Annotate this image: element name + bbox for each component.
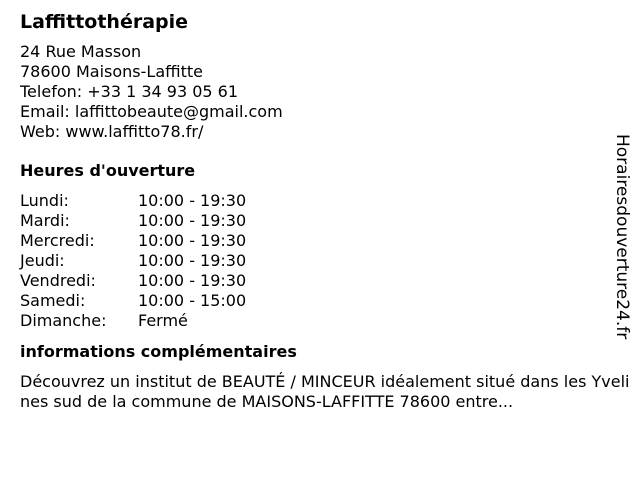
hours-row-wednesday <box>20 231 632 251</box>
hours-time: Fermé <box>138 311 188 330</box>
hours-row-thursday <box>20 251 632 271</box>
hours-day: Dimanche: <box>20 311 107 330</box>
opening-hours-heading: Heures d'ouverture <box>20 161 196 180</box>
hours-time: 10:00 - 19:30 <box>138 231 247 250</box>
phone-line: Telefon: +33 1 34 93 05 61 <box>20 82 239 101</box>
additional-info-heading: informations complémentaires <box>20 342 297 361</box>
hours-row-saturday <box>20 291 632 311</box>
address-street: 24 Rue Masson <box>20 42 142 61</box>
hours-row-sunday <box>20 311 632 331</box>
hours-row-tuesday <box>20 211 632 231</box>
hours-day: Lundi: <box>20 191 69 210</box>
additional-info-text: Découvrez un institut de BEAUTÉ / MINCEUR idéalement situé dans les Yvelines sud de la commune de MAISONS-LAFFITTE 78600 entre... <box>20 372 630 411</box>
hours-time: 10:00 - 15:00 <box>138 291 247 310</box>
hours-time: 10:00 - 19:30 <box>138 271 247 290</box>
hours-day: Vendredi: <box>20 271 96 290</box>
hours-day: Samedi: <box>20 291 86 310</box>
hours-day: Jeudi: <box>20 251 65 270</box>
web-line: Web: www.laffitto78.fr/ <box>20 122 204 141</box>
business-name: Laffittothérapie <box>20 11 189 33</box>
site-watermark: Horairesdouverture24.fr <box>612 134 632 340</box>
email-line: Email: laffittobeaute@gmail.com <box>20 102 283 121</box>
hours-time: 10:00 - 19:30 <box>138 211 247 230</box>
hours-time: 10:00 - 19:30 <box>138 251 247 270</box>
business-card <box>20 10 632 412</box>
address-city: 78600 Maisons-Laffitte <box>20 62 203 81</box>
hours-row-monday <box>20 191 632 211</box>
opening-hours-table <box>20 191 632 331</box>
hours-time: 10:00 - 19:30 <box>138 191 247 210</box>
hours-row-friday <box>20 271 632 291</box>
hours-day: Mercredi: <box>20 231 95 250</box>
hours-day: Mardi: <box>20 211 70 230</box>
